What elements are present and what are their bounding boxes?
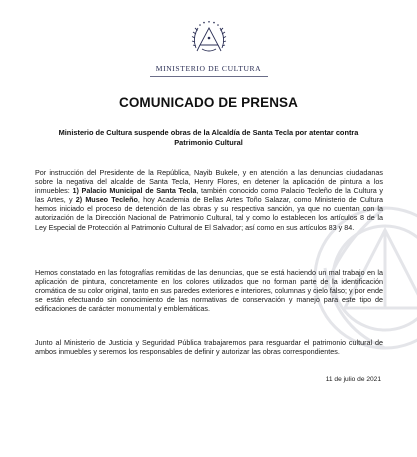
body-paragraph-2: Hemos constatado en las fotografías remitidas de las denuncias, que se está haciendo un mal trabajo en la aplicación de pintura, concretamente en los colores utilizados que no forman parte de la identificación cromática de su color original, tanto en sus paredes exteriores e interiores, columnas y cielo falso; y por ende se están efectuando sin conocimiento de las normativas de conservación y manejo para este tipo de edificaciones de carácter monumental y emblemáticas. bbox=[35, 268, 383, 314]
museo-tecleno-bold: 2) Museo Tecleño bbox=[75, 195, 138, 205]
ministry-divider bbox=[150, 76, 268, 77]
release-date: 11 de julio de 2021 bbox=[325, 376, 381, 383]
el-salvador-coat-of-arms-icon bbox=[188, 18, 230, 60]
body-paragraph-3: Junto al Ministerio de Justicia y Seguridad Pública trabajaremos para resguardar el patrimonio cultural de ambos inmuebles y seremos los responsables de definir y autorizar las obras correspondientes. bbox=[35, 338, 383, 357]
paragraph-1-text: Por instrucción del Presidente de la República, Nayib Bukele, y en atención a las denuncias ciudadanas sobre la negativa del alcalde de Santa Tecla, Henry Flores, en detener la aplicación de pintura a los inmuebles: bbox=[35, 168, 383, 196]
palacio-municipal-bold: 1) Palacio Municipal de Santa Tecla bbox=[72, 186, 197, 196]
page-title: COMUNICADO DE PRENSA bbox=[118, 95, 298, 110]
ministry-logo bbox=[0, 18, 417, 77]
paragraph-1-text-2: , también conocido como Palacio Tecleño de la Cultura y las Artes, y bbox=[35, 186, 383, 205]
subtitle: Ministerio de Cultura suspende obras de la Alcaldía de Santa Tecla por atentar contra Patrimonio Cultural bbox=[58, 128, 359, 147]
ministry-name: MINISTERIO DE CULTURA bbox=[155, 64, 262, 73]
paragraph-1-text-3: , hoy Academia de Bellas Artes Toño Salazar, como Ministerio de Cultura hemos iniciado el proceso de detención de las obras y su respectiva sanción, ya que no cuentan con la autorización de la Dirección Nacional de Patrimonio Cultural, tal y como lo establecen los artículos 8 de la Ley Especial de Protección al Patrimonio Cultural de El Salvador; así como en sus artículos 83 y 84. bbox=[35, 195, 384, 232]
body-paragraph-1 bbox=[35, 168, 383, 232]
